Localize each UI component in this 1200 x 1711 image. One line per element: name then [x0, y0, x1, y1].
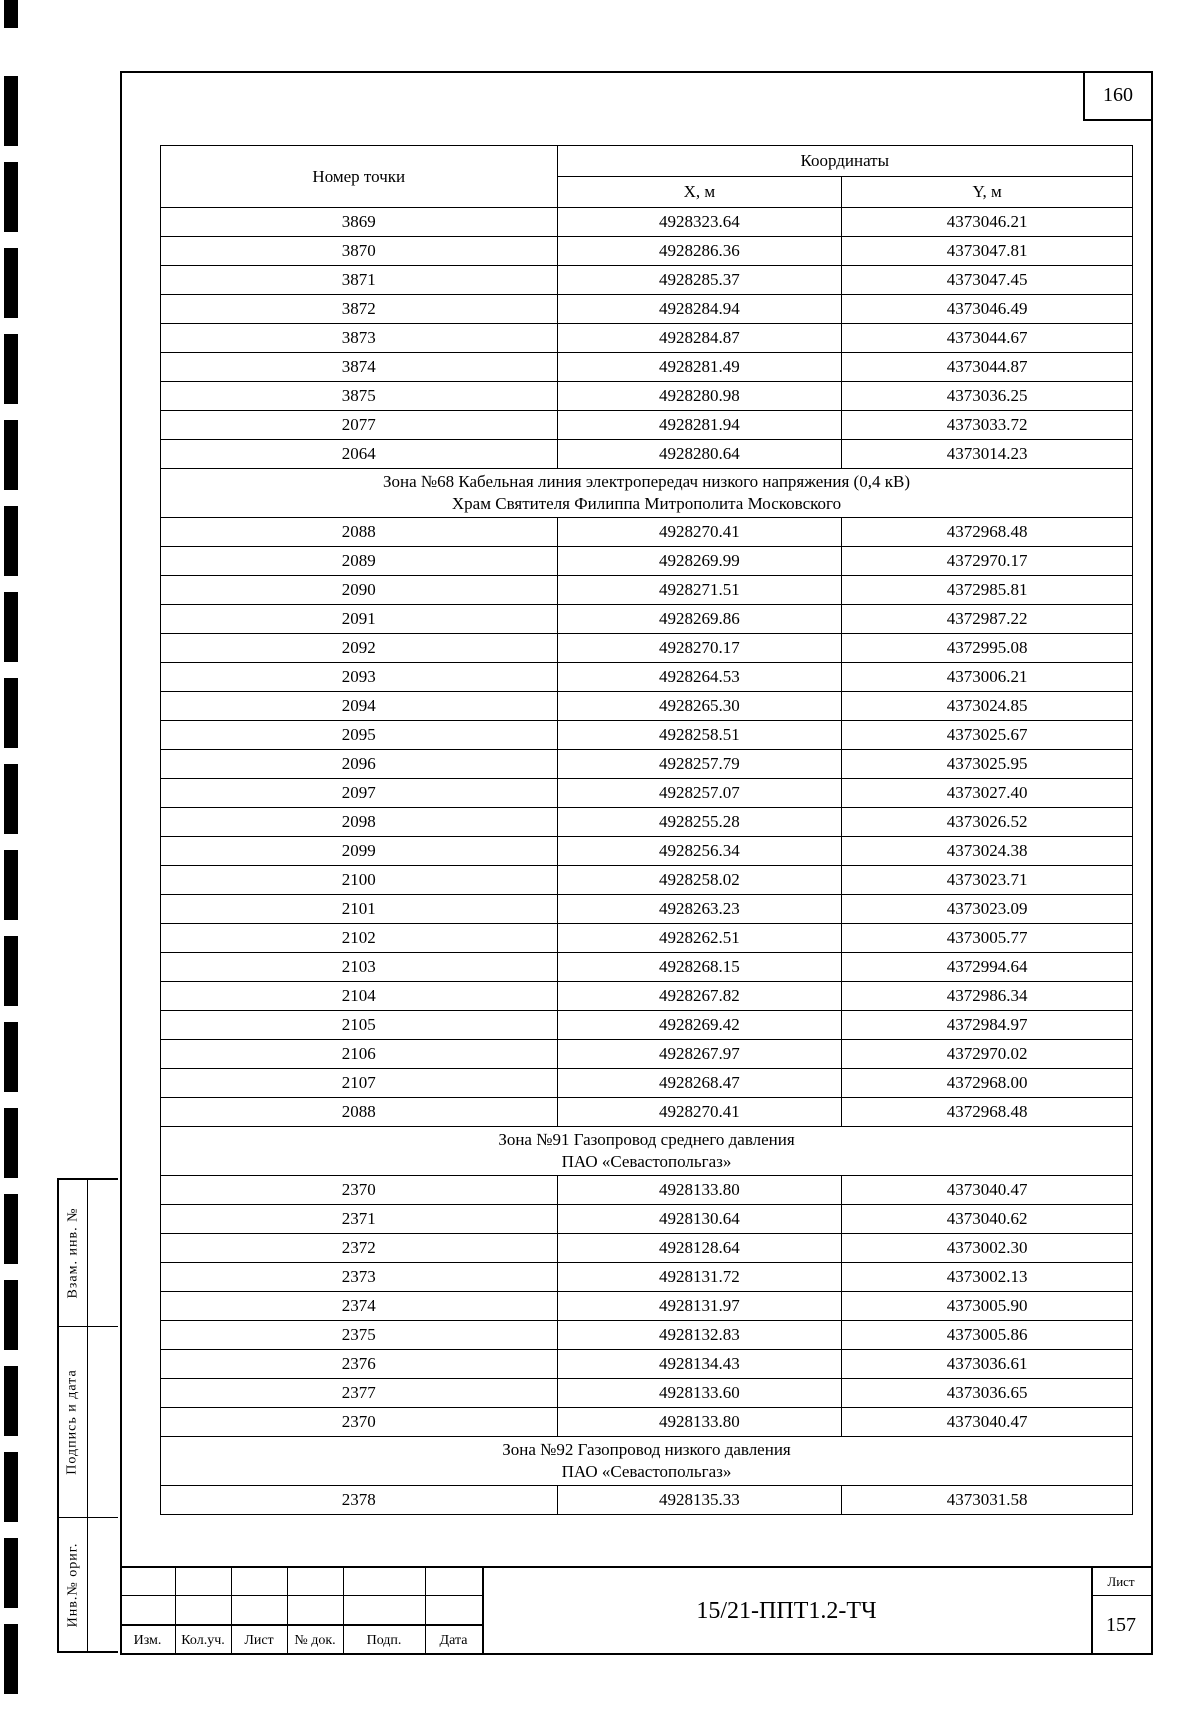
inv-orig-label: Инв.№ ориг. — [65, 1542, 81, 1628]
binding-mark — [4, 76, 18, 146]
table-row — [161, 1486, 1133, 1515]
y-coordinate: 4373025.67 — [842, 721, 1133, 750]
x-coordinate: 4928286.36 — [557, 237, 842, 266]
table-row — [161, 353, 1133, 382]
point-number: 3870 — [161, 237, 558, 266]
y-coordinate: 4373036.65 — [842, 1379, 1133, 1408]
y-coordinate: 4373047.81 — [842, 237, 1133, 266]
point-number: 2090 — [161, 576, 558, 605]
y-coordinate: 4373027.40 — [842, 779, 1133, 808]
y-coordinate: 4372968.48 — [842, 518, 1133, 547]
table-row — [161, 808, 1133, 837]
col-izm: Изм. — [133, 1633, 162, 1648]
x-coordinate: 4928284.87 — [557, 324, 842, 353]
point-number: 2374 — [161, 1292, 558, 1321]
zone-title-line: Храм Святителя Филиппа Митрополита Московского — [451, 494, 842, 513]
point-number: 2064 — [161, 440, 558, 469]
y-coordinate: 4373005.90 — [842, 1292, 1133, 1321]
point-number: 2097 — [161, 779, 558, 808]
y-coordinate: 4372984.97 — [842, 1011, 1133, 1040]
y-coordinate: 4373044.87 — [842, 353, 1133, 382]
table-row — [161, 547, 1133, 576]
x-coordinate: 4928134.43 — [557, 1350, 842, 1379]
point-number: 2376 — [161, 1350, 558, 1379]
point-number: 3873 — [161, 324, 558, 353]
binding-mark — [4, 936, 18, 1006]
y-coordinate: 4373005.77 — [842, 924, 1133, 953]
binding-mark — [4, 162, 18, 232]
x-coordinate: 4928131.97 — [557, 1292, 842, 1321]
binding-mark — [4, 1452, 18, 1522]
table-row — [161, 634, 1133, 663]
table-row — [161, 1176, 1133, 1205]
x-coordinate: 4928133.80 — [557, 1176, 842, 1205]
point-number: 2375 — [161, 1321, 558, 1350]
zone-title-line: ПАО «Севастопольгаз» — [561, 1152, 732, 1171]
vzam-inv-label: Взам. инв. № — [65, 1207, 80, 1299]
zone-title — [161, 1437, 1133, 1486]
y-coordinate: 4373040.62 — [842, 1205, 1133, 1234]
sheet-number: 157 — [1106, 1614, 1136, 1636]
x-coordinate: 4928265.30 — [557, 692, 842, 721]
title-block — [120, 1566, 1151, 1655]
table-row — [161, 382, 1133, 411]
y-coordinate: 4373023.09 — [842, 895, 1133, 924]
binding-mark — [4, 1624, 18, 1694]
table-row — [161, 237, 1133, 266]
x-coordinate: 4928267.97 — [557, 1040, 842, 1069]
table-row — [161, 982, 1133, 1011]
x-coordinate: 4928258.51 — [557, 721, 842, 750]
binding-mark — [4, 1366, 18, 1436]
binding-mark — [4, 1194, 18, 1264]
zone-title-line: Зона №68 Кабельная линия электропередач низкого напряжения (0,4 кВ) — [383, 472, 910, 491]
y-coordinate: 4372968.00 — [842, 1069, 1133, 1098]
table-row — [161, 605, 1133, 634]
zone-title-line: Зона №91 Газопровод среднего давления — [498, 1130, 795, 1149]
point-number: 2101 — [161, 895, 558, 924]
binding-mark — [4, 420, 18, 490]
col-signature: Подп. — [366, 1633, 402, 1648]
point-number: 3874 — [161, 353, 558, 382]
point-number: 2370 — [161, 1408, 558, 1437]
table-row — [161, 1379, 1133, 1408]
table-row — [161, 1098, 1133, 1127]
point-number: 2372 — [161, 1234, 558, 1263]
x-coordinate: 4928281.94 — [557, 411, 842, 440]
binding-mark — [4, 248, 18, 318]
y-coordinate: 4373002.13 — [842, 1263, 1133, 1292]
y-coordinate: 4372970.02 — [842, 1040, 1133, 1069]
table-row — [161, 324, 1133, 353]
table-row — [161, 924, 1133, 953]
y-coordinate: 4373036.61 — [842, 1350, 1133, 1379]
point-number: 2094 — [161, 692, 558, 721]
table-row — [161, 692, 1133, 721]
y-coordinate: 4373024.85 — [842, 692, 1133, 721]
y-coordinate: 4373024.38 — [842, 837, 1133, 866]
binding-mark — [4, 850, 18, 920]
x-coordinate: 4928257.79 — [557, 750, 842, 779]
point-number: 2371 — [161, 1205, 558, 1234]
table-row — [161, 1350, 1133, 1379]
point-number: 2370 — [161, 1176, 558, 1205]
x-coordinate: 4928255.28 — [557, 808, 842, 837]
x-coordinate: 4928133.60 — [557, 1379, 842, 1408]
table-row — [161, 866, 1133, 895]
x-coordinate: 4928256.34 — [557, 837, 842, 866]
zone-title-line: Зона №92 Газопровод низкого давления — [502, 1440, 791, 1459]
point-number: 2103 — [161, 953, 558, 982]
point-number: 2098 — [161, 808, 558, 837]
binding-mark — [4, 1022, 18, 1092]
table-row — [161, 779, 1133, 808]
y-coordinate: 4373040.47 — [842, 1408, 1133, 1437]
x-coordinate: 4928271.51 — [557, 576, 842, 605]
y-coordinate: 4372986.34 — [842, 982, 1133, 1011]
table-row — [161, 1011, 1133, 1040]
point-number: 2088 — [161, 1098, 558, 1127]
table-row — [161, 411, 1133, 440]
y-coordinate: 4373036.25 — [842, 382, 1133, 411]
point-number: 2091 — [161, 605, 558, 634]
x-coordinate: 4928285.37 — [557, 266, 842, 295]
point-number: 2089 — [161, 547, 558, 576]
point-number: 2378 — [161, 1486, 558, 1515]
x-coordinate: 4928130.64 — [557, 1205, 842, 1234]
x-coordinate: 4928264.53 — [557, 663, 842, 692]
zone-row — [161, 1127, 1133, 1176]
binding-mark — [4, 0, 18, 28]
y-coordinate: 4373031.58 — [842, 1486, 1133, 1515]
x-coordinate: 4928257.07 — [557, 779, 842, 808]
header-point-number: Номер точки — [161, 146, 558, 208]
table-row — [161, 1205, 1133, 1234]
point-number: 2093 — [161, 663, 558, 692]
zone-row — [161, 469, 1133, 518]
col-date: Дата — [439, 1633, 468, 1648]
x-coordinate: 4928258.02 — [557, 866, 842, 895]
table-row — [161, 1040, 1133, 1069]
point-number: 2106 — [161, 1040, 558, 1069]
point-number: 2104 — [161, 982, 558, 1011]
x-coordinate: 4928284.94 — [557, 295, 842, 324]
binding-mark — [4, 1538, 18, 1608]
y-coordinate: 4373005.86 — [842, 1321, 1133, 1350]
point-number: 2088 — [161, 518, 558, 547]
y-coordinate: 4373044.67 — [842, 324, 1133, 353]
binding-mark — [4, 764, 18, 834]
point-number: 2077 — [161, 411, 558, 440]
y-coordinate: 4372995.08 — [842, 634, 1133, 663]
table-row — [161, 895, 1133, 924]
binding-mark — [4, 334, 18, 404]
point-number: 2100 — [161, 866, 558, 895]
y-coordinate: 4372994.64 — [842, 953, 1133, 982]
point-number: 3869 — [161, 208, 558, 237]
y-coordinate: 4373033.72 — [842, 411, 1133, 440]
binding-mark — [4, 1280, 18, 1350]
x-coordinate: 4928280.64 — [557, 440, 842, 469]
point-number: 3875 — [161, 382, 558, 411]
binding-mark — [4, 506, 18, 576]
point-number: 2377 — [161, 1379, 558, 1408]
y-coordinate: 4373025.95 — [842, 750, 1133, 779]
point-number: 2105 — [161, 1011, 558, 1040]
point-number: 2096 — [161, 750, 558, 779]
y-coordinate: 4373014.23 — [842, 440, 1133, 469]
binding-mark — [4, 592, 18, 662]
x-coordinate: 4928270.41 — [557, 1098, 842, 1127]
zone-row — [161, 1437, 1133, 1486]
y-coordinate: 4373046.49 — [842, 295, 1133, 324]
x-coordinate: 4928135.33 — [557, 1486, 842, 1515]
binding-mark — [4, 678, 18, 748]
table-row — [161, 721, 1133, 750]
x-coordinate: 4928133.80 — [557, 1408, 842, 1437]
y-coordinate: 4372987.22 — [842, 605, 1133, 634]
y-coordinate: 4373047.45 — [842, 266, 1133, 295]
zone-title — [161, 1127, 1133, 1176]
x-coordinate: 4928269.99 — [557, 547, 842, 576]
table-row — [161, 663, 1133, 692]
binding-mark — [4, 1108, 18, 1178]
zone-title-line: ПАО «Севастопольгаз» — [561, 1462, 732, 1481]
sheet-label: Лист — [1107, 1574, 1135, 1589]
y-coordinate: 4373006.21 — [842, 663, 1133, 692]
x-coordinate: 4928269.42 — [557, 1011, 842, 1040]
x-coordinate: 4928128.64 — [557, 1234, 842, 1263]
x-coordinate: 4928131.72 — [557, 1263, 842, 1292]
x-coordinate: 4928132.83 — [557, 1321, 842, 1350]
table-row — [161, 1292, 1133, 1321]
x-coordinate: 4928267.82 — [557, 982, 842, 1011]
y-coordinate: 4372968.48 — [842, 1098, 1133, 1127]
table-row — [161, 208, 1133, 237]
point-number: 3871 — [161, 266, 558, 295]
table-row — [161, 1408, 1133, 1437]
table-row — [161, 266, 1133, 295]
y-coordinate: 4372970.17 — [842, 547, 1133, 576]
signature-date-label: Подпись и дата — [65, 1368, 81, 1475]
table-row — [161, 953, 1133, 982]
side-approval-strip — [57, 1178, 118, 1653]
table-row — [161, 440, 1133, 469]
x-coordinate: 4928270.41 — [557, 518, 842, 547]
header-y: Y, м — [842, 177, 1133, 208]
point-number: 2373 — [161, 1263, 558, 1292]
table-row — [161, 1234, 1133, 1263]
y-coordinate: 4373026.52 — [842, 808, 1133, 837]
table-row — [161, 1069, 1133, 1098]
y-coordinate: 4373023.71 — [842, 866, 1133, 895]
col-doc-no: № док. — [294, 1633, 336, 1648]
page-number-top: 160 — [1083, 71, 1151, 121]
point-number: 3872 — [161, 295, 558, 324]
zone-title — [161, 469, 1133, 518]
document-code: 15/21-ППТ1.2-ТЧ — [696, 1598, 877, 1624]
x-coordinate: 4928268.15 — [557, 953, 842, 982]
y-coordinate: 4372985.81 — [842, 576, 1133, 605]
col-kol-uch: Кол.уч. — [181, 1633, 225, 1648]
point-number: 2102 — [161, 924, 558, 953]
y-coordinate: 4373040.47 — [842, 1176, 1133, 1205]
table-row — [161, 518, 1133, 547]
table-row — [161, 1321, 1133, 1350]
table-row — [161, 295, 1133, 324]
x-coordinate: 4928280.98 — [557, 382, 842, 411]
header-coordinates: Координаты — [557, 146, 1132, 177]
x-coordinate: 4928268.47 — [557, 1069, 842, 1098]
point-number: 2099 — [161, 837, 558, 866]
col-list: Лист — [244, 1633, 274, 1648]
table-row — [161, 837, 1133, 866]
header-x: X, м — [557, 177, 842, 208]
x-coordinate: 4928269.86 — [557, 605, 842, 634]
table-row — [161, 750, 1133, 779]
point-number: 2107 — [161, 1069, 558, 1098]
table-body — [161, 208, 1133, 1515]
point-number: 2092 — [161, 634, 558, 663]
y-coordinate: 4373002.30 — [842, 1234, 1133, 1263]
x-coordinate: 4928270.17 — [557, 634, 842, 663]
table-row — [161, 1263, 1133, 1292]
y-coordinate: 4373046.21 — [842, 208, 1133, 237]
point-number: 2095 — [161, 721, 558, 750]
x-coordinate: 4928323.64 — [557, 208, 842, 237]
x-coordinate: 4928263.23 — [557, 895, 842, 924]
x-coordinate: 4928281.49 — [557, 353, 842, 382]
coordinates-table — [160, 145, 1133, 1515]
x-coordinate: 4928262.51 — [557, 924, 842, 953]
table-row — [161, 576, 1133, 605]
